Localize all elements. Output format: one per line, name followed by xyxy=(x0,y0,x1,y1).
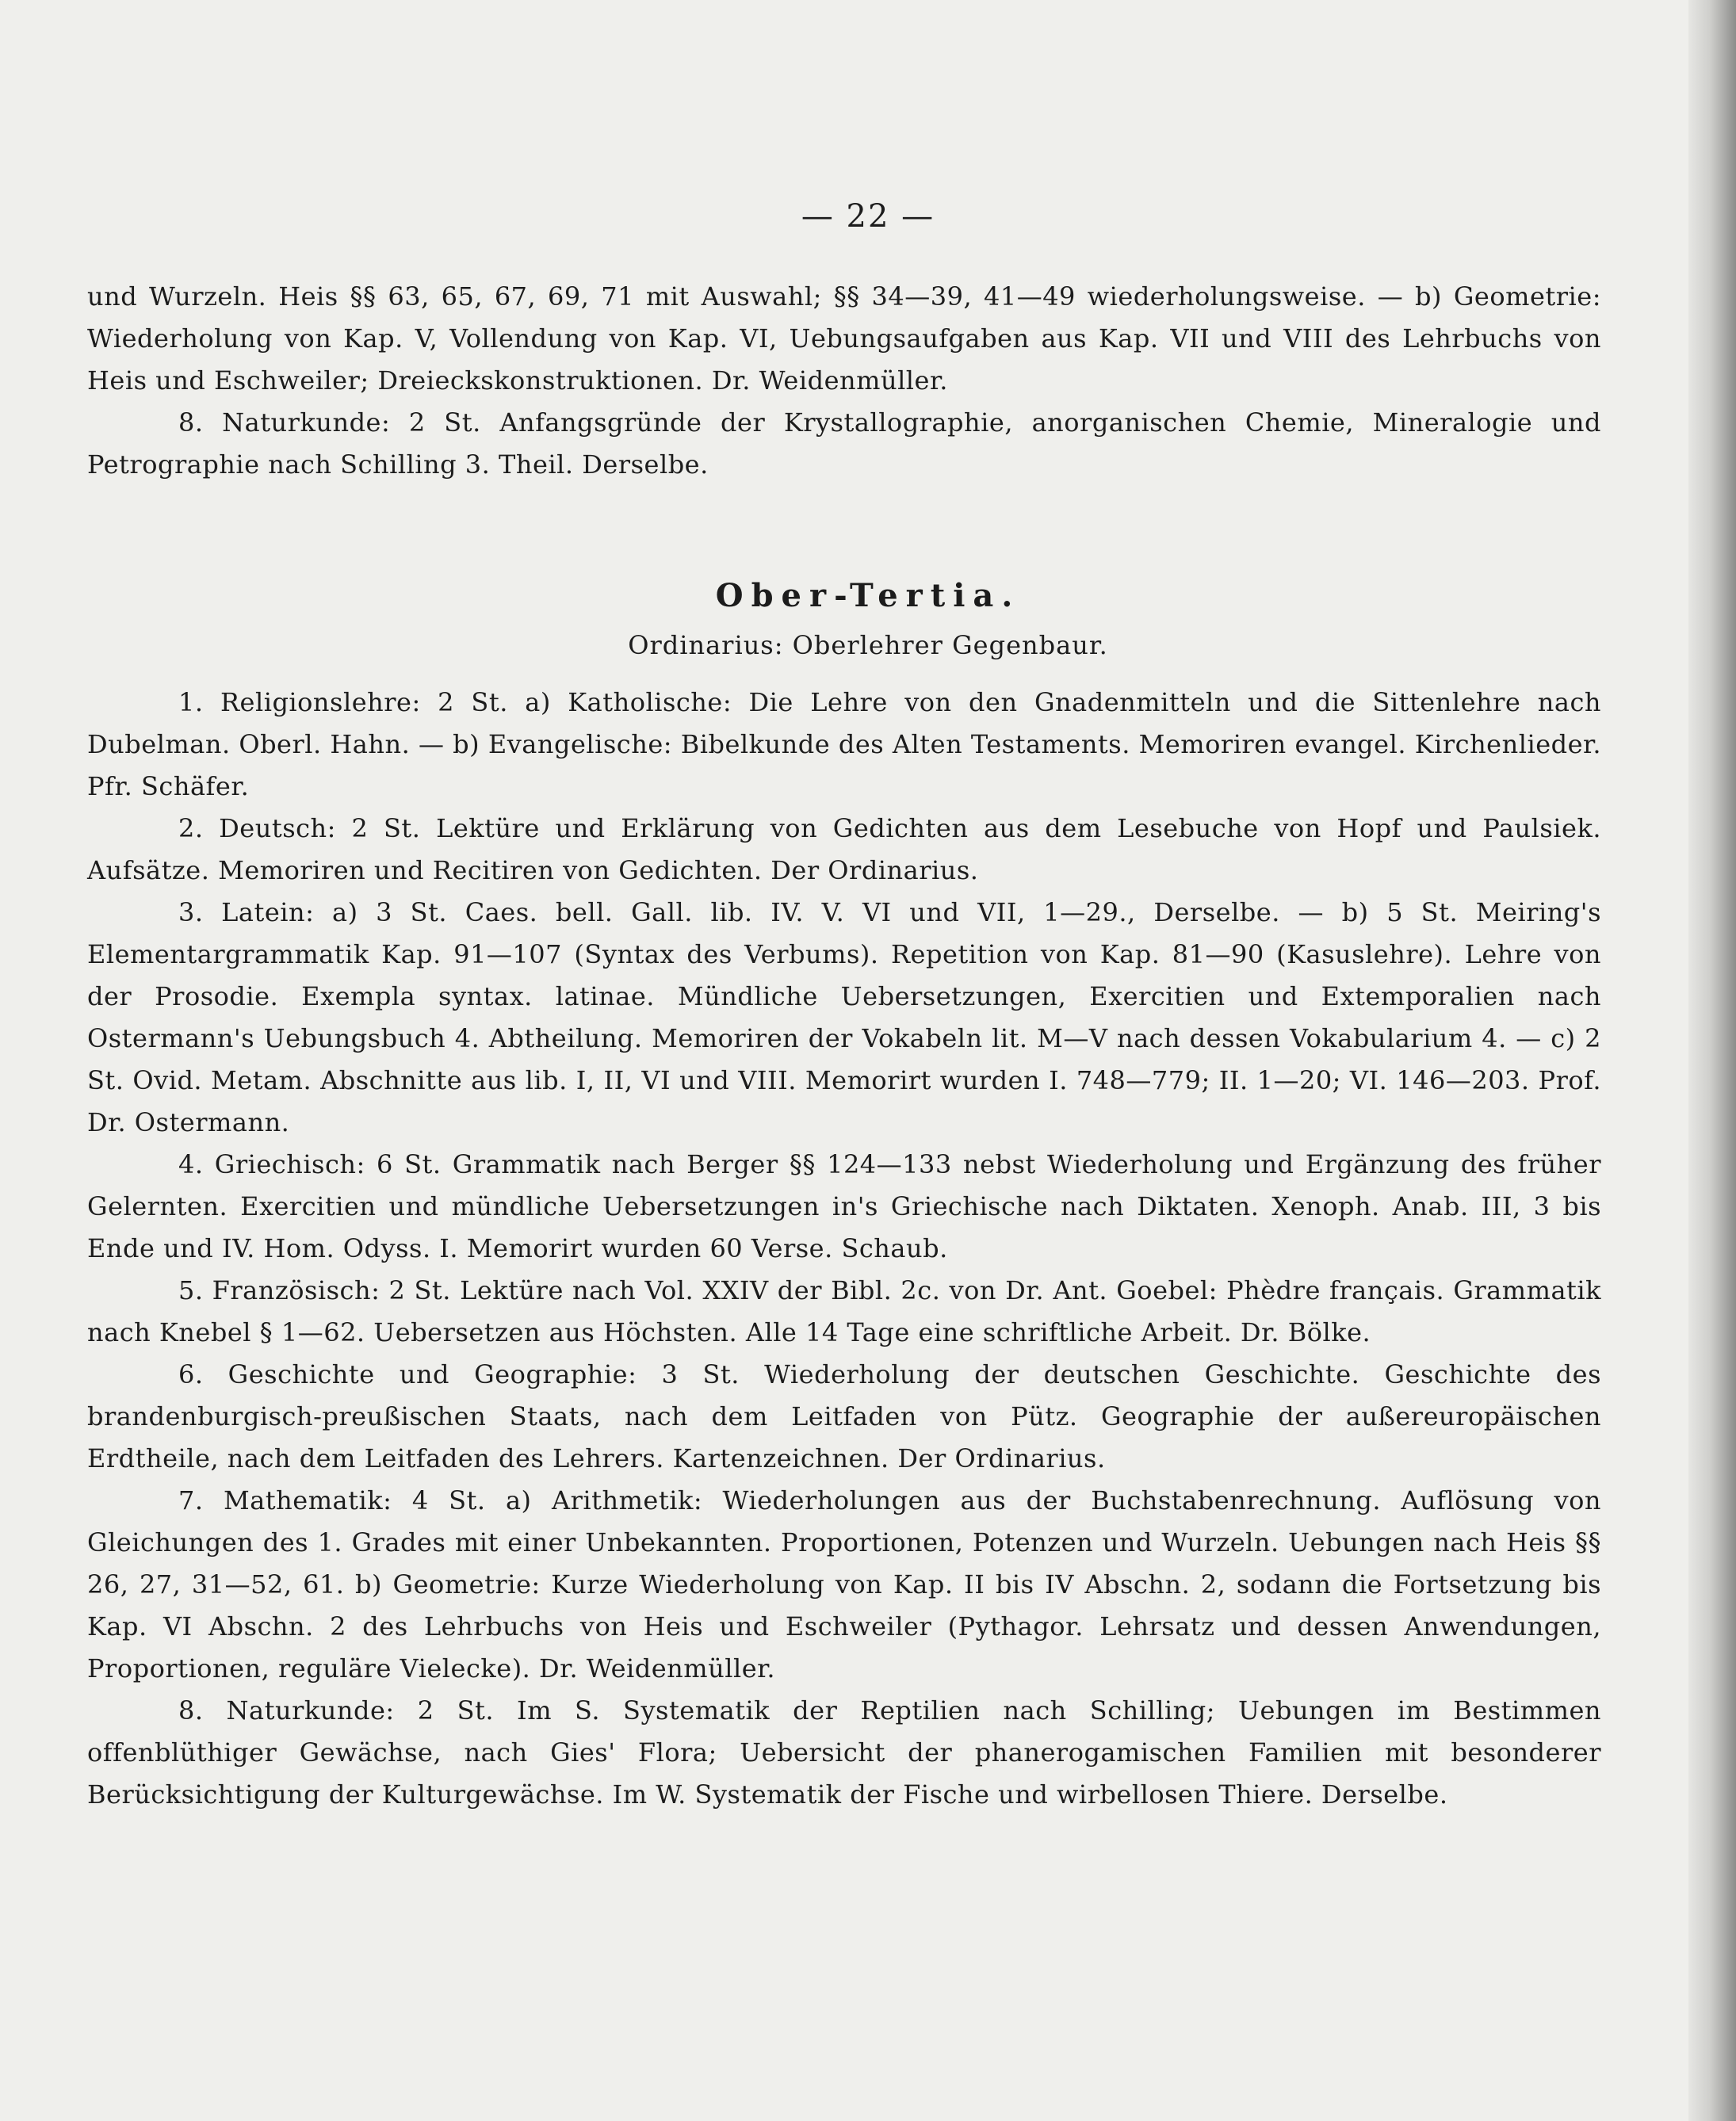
subject-franzoesisch: 5. Französisch: 2 St. Lektüre nach Vol. XXIV der Bibl. 2c. von Dr. Ant. Goebel: Phèdre français. Grammatik nach Knebel § 1—62. Uebersetzen aus Höchsten. Alle 14 Tage eine schriftliche Arbeit. Dr. Bölke. xyxy=(87,1275,1601,1347)
ober-tertia-subjects xyxy=(87,682,1601,1816)
subject-latein: 3. Latein: a) 3 St. Caes. bell. Gall. lib. IV. V. VI und VII, 1—29., Derselbe. — b) 5 St. Meiring's Elementargrammatik Kap. 91—107 (Syntax des Verbums). Repetition von Kap. 81—90 (Kasuslehre). Lehre von der Prosodie. Exempla syntax. latinae. Mündliche Uebersetzungen, Exercitien und Extemporalien nach Ostermann's Uebungsbuch 4. Abtheilung. Memoriren der Vokabeln lit. M—V nach dessen Vokabularium 4. — c) 2 St. Ovid. Metam. Abschnitte aus lib. I, II, VI und VIII. Memorirt wurden I. 748—779; II. 1—20; VI. 146—203. Prof. Dr. Ostermann. xyxy=(87,897,1601,1137)
section-title: Ober-Tertia. xyxy=(715,577,1021,614)
subject-griechisch: 4. Griechisch: 6 St. Grammatik nach Berger §§ 124—133 nebst Wiederholung und Ergänzung des früher Gelernten. Exercitien und mündliche Uebersetzungen in's Griechische nach Diktaten. Xenoph. Anab. III, 3 bis Ende und IV. Hom. Odyss. I. Memorirt wurden 60 Verse. Schaub. xyxy=(87,1149,1601,1263)
subject-deutsch: 2. Deutsch: 2 St. Lektüre und Erklärung von Gedichten aus dem Lesebuche von Hopf und Paulsiek. Aufsätze. Memoriren und Recitiren von Gedichten. Der Ordinarius. xyxy=(87,813,1601,885)
page-edge-shadow xyxy=(1688,0,1736,2121)
paragraph-naturkunde-untertertia: 8. Naturkunde: 2 St. Anfangsgründe der Krystallographie, anorganischen Chemie, Mineralogie und Petrographie nach Schilling 3. Theil. Derselbe. xyxy=(87,407,1601,480)
subject-mathematik: 7. Mathematik: 4 St. a) Arithmetik: Wiederholungen aus der Buchstabenrechnung. Auflösung von Gleichungen des 1. Grades mit einer Unbekannten. Proportionen, Potenzen und Wurzeln. Uebungen nach Heis §§ 26, 27, 31—52, 61. b) Geometrie: Kurze Wiederholung von Kap. II bis IV Abschn. 2, sodann die Fortsetzung bis Kap. VI Abschn. 2 des Lehrbuchs von Heis und Eschweiler (Pythagor. Lehrsatz und dessen Anwendungen, Proportionen, reguläre Vielecke). Dr. Weidenmüller. xyxy=(87,1485,1601,1683)
subject-religionslehre: 1. Religionslehre: 2 St. a) Katholische: Die Lehre von den Gnadenmitteln und die Sittenlehre nach Dubelman. Oberl. Hahn. — b) Evangelische: Bibelkunde des Alten Testaments. Memoriren evangel. Kirchenlieder. Pfr. Schäfer. xyxy=(87,687,1601,801)
subject-geschichte-geographie: 6. Geschichte und Geographie: 3 St. Wiederholung der deutschen Geschichte. Geschichte des brandenburgisch-preußischen Staats, nach dem Leitfaden von Pütz. Geographie der außereuropäischen Erdtheile, nach dem Leitfaden des Lehrers. Kartenzeichnen. Der Ordinarius. xyxy=(87,1359,1601,1473)
subject-naturkunde: 8. Naturkunde: 2 St. Im S. Systematik der Reptilien nach Schilling; Uebungen im Bestimmen offenblüthiger Gewächse, nach Gies' Flora; Uebersicht der phanerogamischen Familien mit besonderer Berücksichtigung der Kulturgewächse. Im W. Systematik der Fische und wirbellosen Thiere. Derselbe. xyxy=(87,1695,1601,1810)
continued-section xyxy=(87,276,1601,486)
page-number: — 22 — xyxy=(801,198,935,235)
paragraph-mathematik-continued: und Wurzeln. Heis §§ 63, 65, 67, 69, 71 mit Auswahl; §§ 34—39, 41—49 wiederholungsweise. — b) Geometrie: Wiederholung von Kap. V, Vollendung von Kap. VI, Uebungsaufgaben aus Kap. VII und VIII des Lehrbuchs von Heis und Eschweiler; Dreieckskonstruktionen. Dr. Weidenmüller. xyxy=(87,281,1601,396)
ordinarius-line: Ordinarius: Oberlehrer Gegenbaur. xyxy=(628,630,1108,660)
